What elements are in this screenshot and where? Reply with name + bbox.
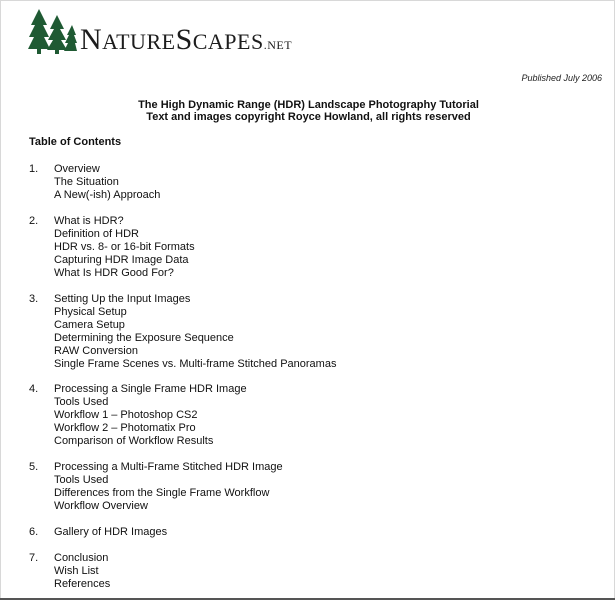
document-title: The High Dynamic Range (HDR) Landscape Photography Tutorial	[138, 99, 479, 111]
section-title[interactable]: Overview	[54, 163, 100, 175]
published-date: Published July 2006	[521, 73, 602, 83]
section-number: 1.	[29, 163, 39, 175]
toc-item[interactable]: Comparison of Workflow Results	[54, 435, 214, 447]
toc-item[interactable]: RAW Conversion	[54, 345, 138, 357]
section-title[interactable]: Conclusion	[54, 552, 109, 564]
section-title[interactable]: Processing a Multi-Frame Stitched HDR Image	[54, 461, 283, 473]
logo-wordmark: NATURESCAPES.NET	[80, 23, 293, 56]
toc-item[interactable]: Capturing HDR Image Data	[54, 254, 189, 266]
section-title[interactable]: Processing a Single Frame HDR Image	[54, 383, 247, 395]
toc-item[interactable]: Workflow 2 – Photomatix Pro	[54, 422, 196, 434]
toc-item[interactable]: Camera Setup	[54, 319, 125, 331]
toc-item[interactable]: Differences from the Single Frame Workflow	[54, 487, 270, 499]
toc-item[interactable]: Single Frame Scenes vs. Multi-frame Stitched Panoramas	[54, 358, 337, 370]
toc-item[interactable]: Wish List	[54, 565, 99, 577]
toc-item[interactable]: What Is HDR Good For?	[54, 267, 174, 279]
section-number: 5.	[29, 461, 39, 473]
toc-item[interactable]: Tools Used	[54, 396, 109, 408]
pine-trees-icon	[27, 7, 77, 57]
section-number: 6.	[29, 526, 39, 538]
toc-item[interactable]: A New(-ish) Approach	[54, 189, 161, 201]
copyright-line: Text and images copyright Royce Howland, all rights reserved	[146, 111, 471, 123]
section-title[interactable]: Setting Up the Input Images	[54, 293, 191, 305]
toc-item[interactable]: Determining the Exposure Sequence	[54, 332, 234, 344]
toc-item[interactable]: Workflow Overview	[54, 500, 148, 512]
toc-heading: Table of Contents	[29, 136, 122, 148]
toc-item[interactable]: Definition of HDR	[54, 228, 139, 240]
toc-item[interactable]: The Situation	[54, 176, 119, 188]
toc-item[interactable]: Tools Used	[54, 474, 109, 486]
toc-item[interactable]: References	[54, 578, 111, 590]
section-number: 4.	[29, 383, 39, 395]
toc-item[interactable]: HDR vs. 8- or 16-bit Formats	[54, 241, 195, 253]
section-title[interactable]: Gallery of HDR Images	[54, 526, 168, 538]
toc-item[interactable]: Physical Setup	[54, 306, 127, 318]
section-number: 7.	[29, 552, 39, 564]
toc-item[interactable]: Workflow 1 – Photoshop CS2	[54, 409, 198, 421]
section-title[interactable]: What is HDR?	[54, 215, 124, 227]
section-number: 3.	[29, 293, 39, 305]
section-number: 2.	[29, 215, 39, 227]
